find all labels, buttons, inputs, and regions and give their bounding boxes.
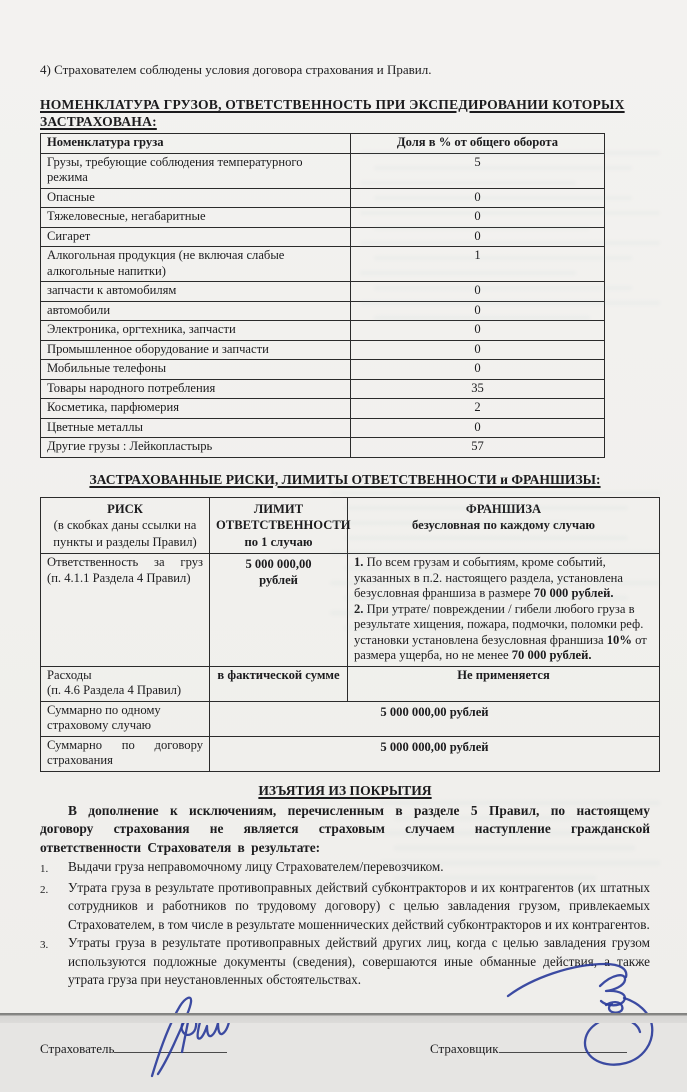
table-row: автомобили 0 xyxy=(41,301,605,321)
franchise-clause-2: 2. При утрате/ повреждении / гибели любого груза в результате хищения, пожара, подмочки, поломки реф. установки установлена безусловная франшиза 10% от размера ущерба, но не менее 70 000 рублей. xyxy=(354,601,647,662)
table-row: Мобильные телефоны 0 xyxy=(41,360,605,380)
item-number: 3. xyxy=(40,939,49,951)
table-row: Опасные 0 xyxy=(41,188,605,208)
table-row: Промышленное оборудование и запчасти 0 xyxy=(41,340,605,360)
insurer-signature-area xyxy=(430,1040,627,1057)
limit-currency: рублей xyxy=(259,572,298,587)
table-row: Сигарет 0 xyxy=(41,227,605,247)
table-row-total-per-case xyxy=(41,701,660,736)
table-row: Тяжеловесные, негабаритные 0 xyxy=(41,208,605,228)
item-text: Утраты груза в результате противоправных действий других лиц, когда с целью завладения грузом используются подложные документы (сведения), совершаются иные обманные действия, а также утрата груза при неустановленных обстоятельствах. xyxy=(68,935,650,987)
exclusions-heading: ИЗЪЯТИЯ ИЗ ПОКРЫТИЯ xyxy=(258,782,432,798)
table-row: Алкогольная продукция (не включая слабые алкогольные напитки) 1 xyxy=(41,247,605,282)
risk-reference: (п. 4.1.1 Раздела 4 Правил) xyxy=(47,570,191,585)
column-header-franchise: ФРАНШИЗА безусловная по каждому случаю xyxy=(348,497,660,554)
risks-table xyxy=(40,497,660,772)
column-header-risk: РИСК (в скобках даны ссылки на пункты и разделы Правил) xyxy=(41,497,210,554)
total-value: 5 000 000,00 рублей xyxy=(210,736,660,771)
insured-label: Страхователь xyxy=(40,1040,115,1056)
total-label: Суммарно по одному страховому случаю xyxy=(41,701,210,736)
list-item xyxy=(40,858,650,879)
franchise-clause-1: 1. По всем грузам и событиям, кроме событий, указанных в п.2. настоящего раздела, установлена безусловная франшиза в размере 70 000 рублей. xyxy=(354,555,623,600)
item-number: 2. xyxy=(40,883,49,896)
total-value: 5 000 000,00 рублей xyxy=(210,701,660,736)
insured-signature-area xyxy=(40,1040,227,1057)
list-item xyxy=(40,934,650,990)
table-row: Другие грузы : Лейкопластырь 57 xyxy=(41,438,605,458)
item-number: 1. xyxy=(40,863,49,875)
table-header-row xyxy=(41,497,660,554)
table-row-total-per-contract xyxy=(41,736,660,771)
risks-heading: ЗАСТРАХОВАННЫЕ РИСКИ, ЛИМИТЫ ОТВЕТСТВЕННОСТИ и ФРАНШИЗЫ: xyxy=(89,471,601,487)
exclusions-intro: В дополнение к исключениям, перечисленным в разделе 5 Правил, по настоящему договору страхования не является страховым случаем наступление гражданской ответственности Страхователя в результате: xyxy=(40,802,650,855)
limit-amount: 5 000 000,00 xyxy=(245,557,312,571)
total-label: Суммарно по договору страхования xyxy=(41,736,210,771)
table-row: Товары народного потребления 35 xyxy=(41,379,605,399)
column-header-share: Доля в % от общего оборота xyxy=(351,134,605,154)
clause-line: 4) Страхователем соблюдены условия договора страхования и Правил. xyxy=(40,62,432,77)
exclusions-list xyxy=(40,858,650,990)
signature-block xyxy=(40,1012,650,1092)
table-header-row xyxy=(41,134,605,154)
table-row: Косметика, парфюмерия 2 xyxy=(41,399,605,419)
risk-reference: (п. 4.6 Раздела 4 Правил) xyxy=(47,683,182,697)
risk-name: Ответственность за груз xyxy=(47,555,203,569)
column-header-cargo: Номенклатура груза xyxy=(41,134,351,154)
item-text: Утрата груза в результате противоправных действий субконтракторов и их контрагентов (их штатных сотрудников и работников по трудовому договору) с целью завладения грузом, привлекаемых Страхователем, в том числе в результате мошеннических действий субконтракторов и их контрагентов. xyxy=(68,879,650,932)
risk-name: Расходы xyxy=(47,667,92,682)
table-row: Электроника, оргтехника, запчасти 0 xyxy=(41,321,605,341)
limit-value: в фактической сумме xyxy=(210,666,348,701)
table-row: Цветные металлы 0 xyxy=(41,418,605,438)
nomenclature-table xyxy=(40,133,605,458)
insured-signature-ink xyxy=(138,986,248,1086)
table-row-expenses xyxy=(41,666,660,701)
insurer-label: Страховщик xyxy=(430,1040,499,1056)
franchise-value: Не применяется xyxy=(348,666,660,701)
list-item xyxy=(40,879,650,935)
item-text: Выдачи груза неправомочному лицу Страхователем/перевозчиком. xyxy=(68,859,444,874)
scan-edge-artifact xyxy=(0,1013,687,1023)
table-row: запчасти к автомобилям 0 xyxy=(41,282,605,302)
table-row: Грузы, требующие соблюдения температурного режима 5 xyxy=(41,153,605,188)
signature-line xyxy=(499,1040,627,1053)
table-row-liability xyxy=(41,554,660,667)
column-header-limit: ЛИМИТ ОТВЕТСТВЕННОСТИ по 1 случаю xyxy=(210,497,348,554)
nomenclature-heading: НОМЕНКЛАТУРА ГРУЗОВ, ОТВЕТСТВЕННОСТЬ ПРИ ЭКСПЕДИРОВАНИИ КОТОРЫХ ЗАСТРАХОВАНА: xyxy=(40,97,625,129)
signature-line xyxy=(114,1040,227,1053)
